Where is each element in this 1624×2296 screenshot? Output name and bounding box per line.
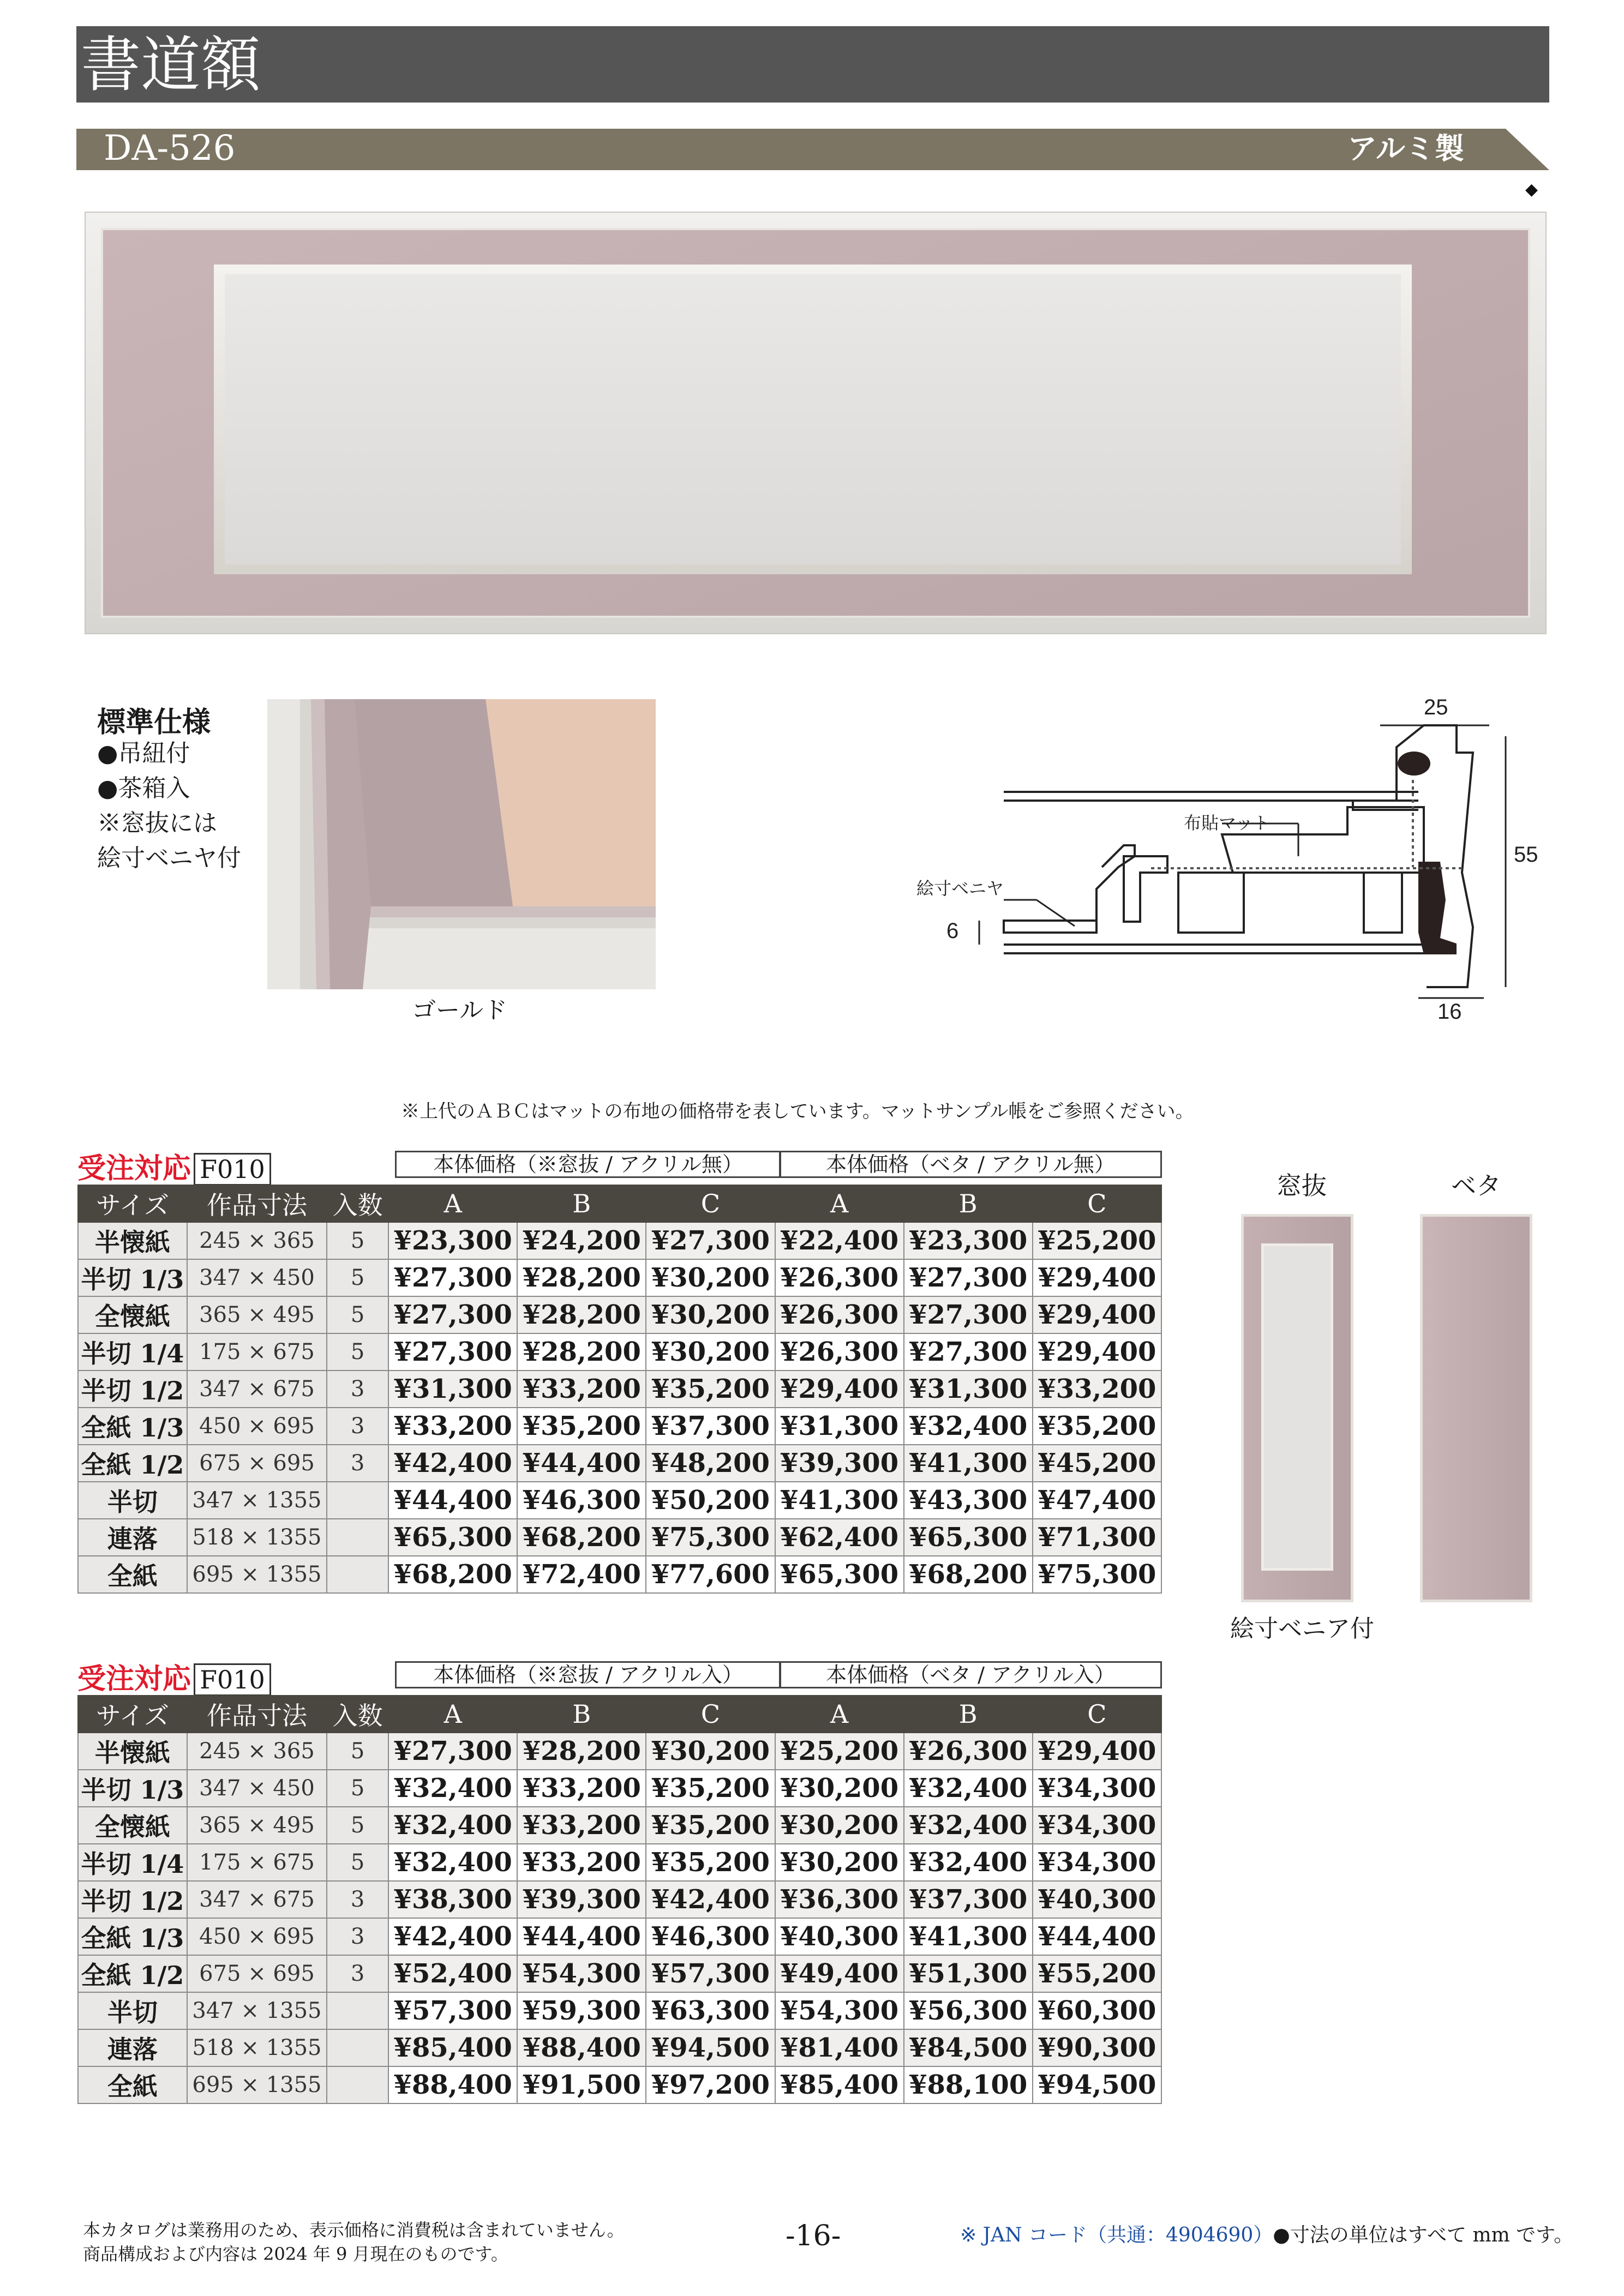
price-cell: ¥35,200: [646, 1844, 775, 1881]
dimension-cell: 245 × 365: [187, 1733, 327, 1770]
price-table-2: [77, 1695, 1162, 2104]
size-cell: 全紙 1/2: [78, 1955, 187, 1992]
price-cell: ¥32,400: [904, 1770, 1033, 1807]
price-cell: ¥97,200: [646, 2066, 775, 2103]
dim-left: 6: [946, 919, 959, 943]
size-cell: 連落: [78, 2029, 187, 2066]
price-cell: ¥62,400: [775, 1519, 904, 1556]
quantity-cell: 5: [327, 1770, 388, 1807]
quantity-cell: 5: [327, 1259, 388, 1296]
price-cell: ¥43,300: [904, 1482, 1033, 1519]
price-cell: ¥32,400: [904, 1408, 1033, 1445]
spec-item: ●茶箱入: [97, 774, 190, 802]
variant-caption: 絵寸ベニア付: [1230, 1615, 1374, 1643]
price-cell: ¥44,400: [517, 1445, 646, 1482]
variant-label-beta: ベタ: [1451, 1171, 1501, 1200]
column-header: A: [775, 1696, 904, 1733]
corner-detail-photo: [267, 699, 656, 989]
quantity-cell: 3: [327, 1371, 388, 1408]
table-header-row: [78, 1185, 1161, 1222]
price-cell: ¥22,400: [775, 1222, 904, 1259]
price-cell: ¥29,400: [1033, 1333, 1161, 1371]
price-cell: ¥41,300: [904, 1918, 1033, 1955]
price-cell: ¥33,200: [517, 1371, 646, 1408]
size-cell: 半切: [78, 1992, 187, 2029]
price-cell: ¥30,200: [646, 1733, 775, 1770]
dimension-cell: 450 × 695: [187, 1918, 327, 1955]
footer-note: 本カタログは業務用のため、表示価格に消費税は含まれていません。: [83, 2220, 625, 2240]
size-cell: 全懐紙: [78, 1807, 187, 1844]
price-cell: ¥54,300: [775, 1992, 904, 2029]
price-cell: ¥94,500: [646, 2029, 775, 2066]
dimension-cell: 365 × 495: [187, 1296, 327, 1333]
price-cell: ¥37,300: [646, 1408, 775, 1445]
footer-jan: [960, 2220, 1573, 2247]
order-code: F010: [194, 1153, 271, 1186]
price-cell: ¥72,400: [517, 1556, 646, 1593]
price-cell: ¥23,300: [388, 1222, 517, 1259]
price-cell: ¥48,200: [646, 1445, 775, 1482]
cross-section-diagram: [916, 693, 1544, 1020]
price-cell: ¥30,200: [646, 1296, 775, 1333]
column-header: サイズ: [78, 1185, 187, 1222]
table-header-row: [78, 1696, 1161, 1733]
quantity-cell: 3: [327, 1881, 388, 1918]
price-cell: ¥23,300: [904, 1222, 1033, 1259]
price-cell: ¥30,200: [775, 1770, 904, 1807]
size-cell: 半切 1/4: [78, 1333, 187, 1371]
price-cell: ¥57,300: [388, 1992, 517, 2029]
spec-item: 絵寸ベニヤ付: [97, 844, 241, 872]
column-header: C: [646, 1696, 775, 1733]
quantity-cell: 5: [327, 1333, 388, 1371]
price-cell: ¥30,200: [775, 1807, 904, 1844]
dim-bottom: 16: [1437, 1000, 1462, 1020]
price-cell: ¥32,400: [904, 1807, 1033, 1844]
price-cell: ¥27,300: [388, 1259, 517, 1296]
price-cell: ¥30,200: [646, 1333, 775, 1371]
column-header: 入数: [327, 1185, 388, 1222]
price-cell: ¥68,200: [904, 1556, 1033, 1593]
price-cell: ¥34,300: [1033, 1844, 1161, 1881]
variant-mado-window: [1261, 1243, 1333, 1571]
quantity-cell: [327, 2029, 388, 2066]
price-cell: ¥39,300: [775, 1445, 904, 1482]
gasket-bottom: [1418, 862, 1457, 954]
price-cell: ¥26,300: [904, 1733, 1033, 1770]
price-cell: ¥25,200: [775, 1733, 904, 1770]
spec-item: ●吊紐付: [97, 740, 190, 767]
label-veneer: 絵寸ベニヤ: [916, 878, 1004, 899]
table-row: [78, 1844, 1161, 1881]
price-cell: ¥45,200: [1033, 1445, 1161, 1482]
table-row: [78, 1955, 1161, 1992]
table-row: [78, 1770, 1161, 1807]
size-cell: 全紙 1/3: [78, 1918, 187, 1955]
price-group-header: 本体価格（ベタ / アクリル無）: [779, 1151, 1162, 1178]
quantity-cell: 3: [327, 1955, 388, 1992]
price-cell: ¥28,200: [517, 1259, 646, 1296]
price-cell: ¥44,400: [388, 1482, 517, 1519]
price-cell: ¥54,300: [517, 1955, 646, 1992]
price-table-1: [77, 1185, 1162, 1594]
price-cell: ¥65,300: [388, 1519, 517, 1556]
dimension-cell: 518 × 1355: [187, 2029, 327, 2066]
price-cell: ¥31,300: [388, 1371, 517, 1408]
price-cell: ¥27,300: [388, 1296, 517, 1333]
price-cell: ¥40,300: [1033, 1881, 1161, 1918]
table-row: [78, 1733, 1161, 1770]
dimension-cell: 675 × 695: [187, 1445, 327, 1482]
price-cell: ¥35,200: [517, 1408, 646, 1445]
price-cell: ¥88,400: [517, 2029, 646, 2066]
dimension-cell: 695 × 1355: [187, 1556, 327, 1593]
quantity-cell: 3: [327, 1445, 388, 1482]
page-title: 書道額: [81, 30, 261, 100]
units-note: ●寸法の単位はすべて mm です。: [1273, 2224, 1574, 2246]
price-cell: ¥37,300: [904, 1881, 1033, 1918]
price-cell: ¥47,400: [1033, 1482, 1161, 1519]
price-cell: ¥25,200: [1033, 1222, 1161, 1259]
size-cell: 全紙 1/3: [78, 1408, 187, 1445]
page-number: -16-: [786, 2220, 841, 2252]
column-header: B: [517, 1696, 646, 1733]
size-cell: 半切: [78, 1482, 187, 1519]
material-label: アルミ製: [1347, 131, 1464, 166]
price-cell: ¥71,300: [1033, 1519, 1161, 1556]
price-cell: ¥32,400: [388, 1770, 517, 1807]
price-cell: ¥85,400: [775, 2066, 904, 2103]
table-row: [78, 1519, 1161, 1556]
price-cell: ¥41,300: [904, 1445, 1033, 1482]
spec-title: 標準仕様: [97, 706, 211, 739]
price-cell: ¥29,400: [775, 1371, 904, 1408]
dimension-cell: 675 × 695: [187, 1955, 327, 1992]
price-cell: ¥42,400: [646, 1881, 775, 1918]
model-number: DA-526: [104, 128, 236, 169]
column-header: 入数: [327, 1696, 388, 1733]
price-cell: ¥27,300: [904, 1333, 1033, 1371]
price-cell: ¥51,300: [904, 1955, 1033, 1992]
price-cell: ¥68,200: [388, 1556, 517, 1593]
frame-window: [225, 274, 1401, 564]
quantity-cell: 3: [327, 1918, 388, 1955]
quantity-cell: [327, 1992, 388, 2029]
price-cell: ¥30,200: [646, 1259, 775, 1296]
quantity-cell: 5: [327, 1844, 388, 1881]
table-row: [78, 1408, 1161, 1445]
column-header: C: [1033, 1185, 1161, 1222]
column-header: B: [904, 1185, 1033, 1222]
price-cell: ¥35,200: [646, 1371, 775, 1408]
order-label: 受注対応: [77, 1152, 191, 1185]
price-cell: ¥65,300: [775, 1556, 904, 1593]
dimension-cell: 365 × 495: [187, 1807, 327, 1844]
price-group-header: 本体価格（※窓抜 / アクリル入）: [395, 1661, 781, 1688]
quantity-cell: 5: [327, 1222, 388, 1259]
price-cell: ¥33,200: [517, 1844, 646, 1881]
price-cell: ¥28,200: [517, 1733, 646, 1770]
dimension-cell: 175 × 675: [187, 1844, 327, 1881]
column-header: C: [1033, 1696, 1161, 1733]
dim-height: 55: [1514, 843, 1538, 867]
price-cell: ¥24,200: [517, 1222, 646, 1259]
dimension-cell: 518 × 1355: [187, 1519, 327, 1556]
price-cell: ¥75,300: [1033, 1556, 1161, 1593]
column-header: A: [388, 1696, 517, 1733]
column-header: 作品寸法: [187, 1696, 327, 1733]
table-row: [78, 1556, 1161, 1593]
size-cell: 半切 1/3: [78, 1770, 187, 1807]
table-row: [78, 1918, 1161, 1955]
price-cell: ¥28,200: [517, 1296, 646, 1333]
dimension-cell: 695 × 1355: [187, 2066, 327, 2103]
price-cell: ¥57,300: [646, 1955, 775, 1992]
price-cell: ¥55,200: [1033, 1955, 1161, 1992]
size-cell: 半切 1/2: [78, 1881, 187, 1918]
price-cell: ¥29,400: [1033, 1259, 1161, 1296]
price-cell: ¥75,300: [646, 1519, 775, 1556]
price-cell: ¥31,300: [775, 1408, 904, 1445]
column-header: A: [388, 1185, 517, 1222]
color-label: ゴールド: [412, 996, 508, 1024]
price-cell: ¥38,300: [388, 1881, 517, 1918]
price-cell: ¥90,300: [1033, 2029, 1161, 2066]
price-cell: ¥35,200: [1033, 1408, 1161, 1445]
size-cell: 半切 1/2: [78, 1371, 187, 1408]
price-cell: ¥91,500: [517, 2066, 646, 2103]
price-cell: ¥33,200: [1033, 1371, 1161, 1408]
size-cell: 半切 1/3: [78, 1259, 187, 1296]
price-cell: ¥46,300: [517, 1482, 646, 1519]
price-cell: ¥27,300: [646, 1222, 775, 1259]
price-cell: ¥27,300: [904, 1259, 1033, 1296]
dimension-cell: 347 × 1355: [187, 1482, 327, 1519]
price-cell: ¥40,300: [775, 1918, 904, 1955]
dimension-cell: 347 × 450: [187, 1770, 327, 1807]
quantity-cell: 5: [327, 1807, 388, 1844]
price-cell: ¥85,400: [388, 2029, 517, 2066]
diamond-marker: ◆: [1525, 180, 1538, 199]
price-cell: ¥68,200: [517, 1519, 646, 1556]
column-header: B: [517, 1185, 646, 1222]
price-cell: ¥33,200: [388, 1408, 517, 1445]
price-cell: ¥26,300: [775, 1333, 904, 1371]
dimension-cell: 347 × 675: [187, 1881, 327, 1918]
order-heading-1: [77, 1145, 271, 1186]
dimension-cell: 347 × 450: [187, 1259, 327, 1296]
table-row: [78, 2029, 1161, 2066]
column-header: サイズ: [78, 1696, 187, 1733]
price-cell: ¥35,200: [646, 1770, 775, 1807]
order-code: F010: [194, 1663, 271, 1696]
order-label: 受注対応: [77, 1663, 191, 1696]
price-cell: ¥35,200: [646, 1807, 775, 1844]
size-cell: 全紙: [78, 2066, 187, 2103]
price-cell: ¥65,300: [904, 1519, 1033, 1556]
price-cell: ¥46,300: [646, 1918, 775, 1955]
footer-note: 商品構成および内容は 2024 年 9 月現在のものです。: [83, 2244, 508, 2264]
price-cell: ¥49,400: [775, 1955, 904, 1992]
size-cell: 全懐紙: [78, 1296, 187, 1333]
dimension-cell: 347 × 675: [187, 1371, 327, 1408]
order-heading-2: [77, 1656, 271, 1697]
price-cell: ¥42,400: [388, 1918, 517, 1955]
price-cell: ¥44,400: [517, 1918, 646, 1955]
price-cell: ¥81,400: [775, 2029, 904, 2066]
table-row: [78, 1296, 1161, 1333]
price-cell: ¥44,400: [1033, 1918, 1161, 1955]
price-cell: ¥42,400: [388, 1445, 517, 1482]
price-cell: ¥41,300: [775, 1482, 904, 1519]
price-cell: ¥56,300: [904, 1992, 1033, 2029]
table-row: [78, 1259, 1161, 1296]
price-group-header: 本体価格（ベタ / アクリル入）: [779, 1661, 1162, 1688]
price-cell: ¥52,400: [388, 1955, 517, 1992]
size-cell: 全紙: [78, 1556, 187, 1593]
price-cell: ¥88,100: [904, 2066, 1033, 2103]
price-cell: ¥39,300: [517, 1881, 646, 1918]
quantity-cell: 3: [327, 1408, 388, 1445]
size-cell: 連落: [78, 1519, 187, 1556]
table-row: [78, 1371, 1161, 1408]
price-cell: ¥60,300: [1033, 1992, 1161, 2029]
price-cell: ¥27,300: [388, 1733, 517, 1770]
corner-photo-art: [267, 699, 656, 989]
price-cell: ¥34,300: [1033, 1770, 1161, 1807]
size-cell: 半切 1/4: [78, 1844, 187, 1881]
price-cell: ¥34,300: [1033, 1807, 1161, 1844]
price-cell: ¥26,300: [775, 1296, 904, 1333]
label-mat: 布貼マット: [1184, 813, 1271, 833]
price-cell: ¥94,500: [1033, 2066, 1161, 2103]
dimension-cell: 347 × 1355: [187, 1992, 327, 2029]
abc-note: ※上代のＡＢＣはマットの布地の価格帯を表しています。マットサンプル帳をご参照ください。: [401, 1101, 1194, 1122]
size-cell: 半懐紙: [78, 1733, 187, 1770]
price-cell: ¥63,300: [646, 1992, 775, 2029]
table-row: [78, 1333, 1161, 1371]
price-cell: ¥30,200: [775, 1844, 904, 1881]
column-header: 作品寸法: [187, 1185, 327, 1222]
table-row: [78, 1445, 1161, 1482]
price-cell: ¥77,600: [646, 1556, 775, 1593]
price-cell: ¥32,400: [388, 1807, 517, 1844]
price-group-header: 本体価格（※窓抜 / アクリル無）: [395, 1151, 781, 1178]
price-cell: ¥27,300: [904, 1296, 1033, 1333]
dimension-cell: 450 × 695: [187, 1408, 327, 1445]
size-cell: 全紙 1/2: [78, 1445, 187, 1482]
price-cell: ¥33,200: [517, 1807, 646, 1844]
price-cell: ¥29,400: [1033, 1733, 1161, 1770]
price-cell: ¥32,400: [388, 1844, 517, 1881]
price-cell: ¥32,400: [904, 1844, 1033, 1881]
table-row: [78, 2066, 1161, 2103]
price-cell: ¥27,300: [388, 1333, 517, 1371]
table-row: [78, 1482, 1161, 1519]
quantity-cell: [327, 2066, 388, 2103]
price-cell: ¥84,500: [904, 2029, 1033, 2066]
quantity-cell: 5: [327, 1733, 388, 1770]
quantity-cell: 5: [327, 1296, 388, 1333]
price-cell: ¥31,300: [904, 1371, 1033, 1408]
price-cell: ¥88,400: [388, 2066, 517, 2103]
price-cell: ¥26,300: [775, 1259, 904, 1296]
column-header: A: [775, 1185, 904, 1222]
column-header: B: [904, 1696, 1033, 1733]
quantity-cell: [327, 1482, 388, 1519]
quantity-cell: [327, 1556, 388, 1593]
variant-label-mado: 窓抜: [1277, 1171, 1327, 1200]
dimension-cell: 175 × 675: [187, 1333, 327, 1371]
price-cell: ¥33,200: [517, 1770, 646, 1807]
table-row: [78, 1807, 1161, 1844]
price-cell: ¥59,300: [517, 1992, 646, 2029]
dimension-cell: 245 × 365: [187, 1222, 327, 1259]
title-bar: [76, 26, 1549, 103]
spec-item: ※窓抜には: [97, 809, 217, 837]
price-cell: ¥50,200: [646, 1482, 775, 1519]
jan-code: ※ JAN コード（共通：4904690）: [960, 2224, 1273, 2246]
size-cell: 半懐紙: [78, 1222, 187, 1259]
dim-top: 25: [1424, 695, 1448, 719]
table-row: [78, 1222, 1161, 1259]
model-bar: [76, 129, 1549, 170]
column-header: C: [646, 1185, 775, 1222]
table-row: [78, 1881, 1161, 1918]
price-cell: ¥36,300: [775, 1881, 904, 1918]
quantity-cell: [327, 1519, 388, 1556]
variant-image-beta: [1420, 1214, 1532, 1602]
price-cell: ¥28,200: [517, 1333, 646, 1371]
table-row: [78, 1992, 1161, 2029]
gasket-top: [1398, 752, 1430, 776]
price-cell: ¥29,400: [1033, 1296, 1161, 1333]
